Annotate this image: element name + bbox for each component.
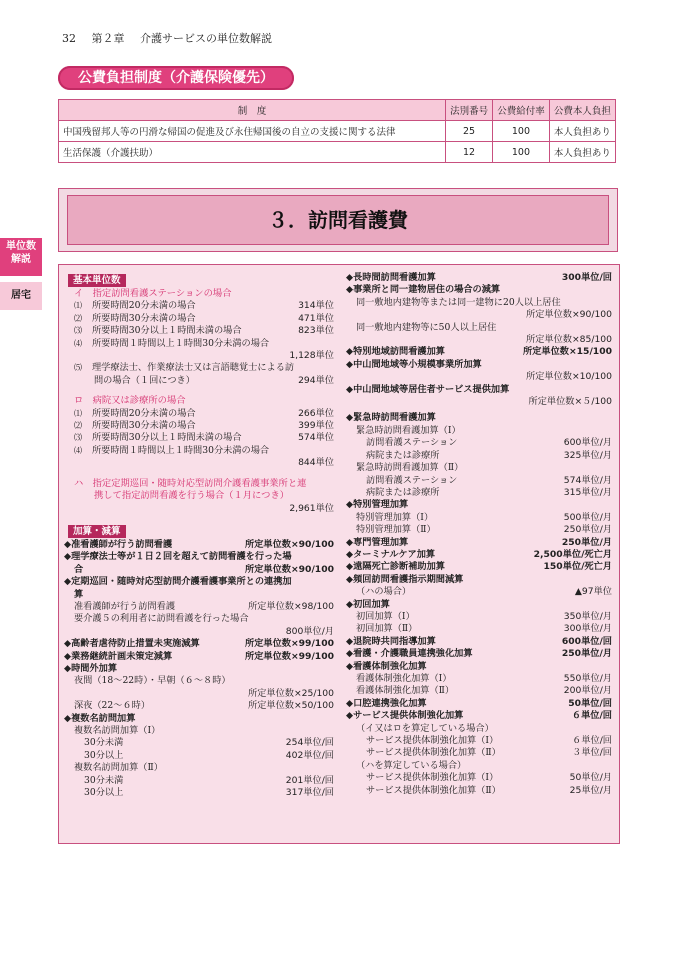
table-cell: 25	[446, 121, 493, 142]
list-item: 問の場合（１回につき） 294単位	[94, 374, 334, 386]
list-item: ⑷ 所要時間１時間以上１時間30分未満の場合	[74, 337, 270, 349]
list-item: ◆中山間地域等居住者サービス提供加算	[346, 383, 510, 395]
list-item: ◆業務継続計画未策定減算 所定単位数×99/100	[64, 650, 334, 662]
list-item-value: 所定単位数×90/100	[526, 309, 612, 321]
section-c-heading-cont: 携して指定訪問看護を行う場合（１月につき）	[94, 490, 290, 502]
column-header: 公費本人負担	[549, 100, 615, 121]
list-item: 複数名訪問加算（Ⅰ）	[74, 725, 161, 736]
list-item: ◆遠隔死亡診断補助加算 150単位/死亡月	[346, 561, 612, 573]
table-header-row	[59, 100, 616, 121]
list-item-value: 800単位/月	[285, 625, 334, 637]
table-cell: 本人負担あり	[549, 121, 615, 142]
list-item: 同一敷地内建物等に50人以上居住	[356, 321, 497, 333]
list-item: ◆サービス提供体制強化加算 ６単位/回	[346, 710, 612, 722]
list-item: ◆中山間地域等小規模事業所加算	[346, 358, 482, 370]
list-item: ◆緊急時訪問看護加算	[346, 412, 436, 424]
list-item-value: 所定単位数×10/100	[526, 371, 612, 383]
list-item-value: 844単位	[298, 457, 334, 469]
list-item: サービス提供体制強化加算（Ⅰ） 50単位/月	[366, 772, 612, 784]
list-item: ⑵ 所要時間30分未満の場合 471単位	[74, 312, 334, 324]
list-item: ⑵ 所要時間30分未満の場合 399単位	[74, 420, 334, 432]
list-item: 訪問看護ステーション 574単位/月	[366, 474, 612, 486]
list-item: 初回加算（Ⅰ） 350単位/月	[356, 610, 612, 622]
list-item: 合 所定単位数×90/100	[74, 563, 334, 575]
list-item: 要介護５の利用者に訪問看護を行った場合	[74, 613, 249, 625]
public-burden-table	[58, 99, 616, 163]
basic-units-badge: 基本単位数	[68, 274, 126, 287]
list-item: ◆時間外加算	[64, 662, 118, 674]
list-item: ◆高齢者虐待防止措置未実施減算 所定単位数×99/100	[64, 638, 334, 650]
list-item: ⑶ 所要時間30分以上１時間未満の場合 823単位	[74, 325, 334, 337]
list-item: 看護体制強化加算（Ⅱ） 200単位/月	[356, 685, 612, 697]
list-item: ⑴ 所要時間20分未満の場合 314単位	[74, 300, 334, 312]
list-item: （ハの場合） ▲97単位	[356, 586, 612, 598]
table-row	[59, 121, 616, 142]
table-cell: 中国残留邦人等の円滑な帰国の促進及び永住帰国後の自立の支援に関する法律	[59, 121, 446, 142]
list-item: サービス提供体制強化加算（Ⅱ） ３単位/回	[366, 747, 612, 759]
side-tab-home[interactable]: 居宅	[0, 282, 42, 310]
list-item: ◆看護体制強化加算	[346, 660, 427, 672]
list-item-value: 所定単位数×25/100	[248, 687, 334, 699]
list-item: ◆複数名訪問加算	[64, 712, 136, 724]
list-item: 夜間（18〜22時）・早朝（６〜８時）	[74, 675, 231, 687]
table-row	[59, 142, 616, 163]
list-item: 30分未満 254単位/回	[84, 737, 334, 749]
left-column	[64, 272, 334, 799]
column-header: 制 度	[59, 100, 446, 121]
list-item: 病院または診療所 325単位/月	[366, 449, 612, 461]
list-item: 複数名訪問加算（Ⅱ）	[74, 762, 163, 774]
list-item: （イ又はロを算定している場合）	[356, 722, 494, 734]
list-item: ◆口腔連携強化加算 50単位/回	[346, 697, 612, 709]
list-item: ◆専門管理加算 250単位/月	[346, 536, 612, 548]
list-item: 同一敷地内建物等または同一建物に20人以上居住	[356, 296, 561, 308]
list-item: ◆理学療法士等が１日２回を超えて訪問看護を行った場	[64, 551, 292, 563]
list-item: ⑷ 所要時間１時間以上１時間30分未満の場合	[74, 444, 270, 456]
list-item: ⑴ 所要時間20分未満の場合 266単位	[74, 407, 334, 419]
list-item: 特別管理加算（Ⅰ） 500単位/月	[356, 511, 612, 523]
list-item-value: 所定単位数×５/100	[528, 396, 612, 408]
list-item: 病院または診療所 315単位/月	[366, 486, 612, 498]
section-c-heading: ハ 指定定期巡回・随時対応型訪問介護看護事業所と連	[74, 477, 307, 489]
list-item: 特別管理加算（Ⅱ） 250単位/月	[356, 524, 612, 536]
list-item: ◆特別地域訪問看護加算 所定単位数×15/100	[346, 346, 612, 358]
list-item-value: 1,128単位	[289, 350, 334, 362]
list-item: 緊急時訪問看護加算（Ⅰ）	[356, 424, 461, 436]
table-cell: 100	[493, 121, 550, 142]
list-item-value: 2,961単位	[289, 502, 334, 514]
list-item: ◆長時間訪問看護加算 300単位/回	[346, 272, 612, 283]
list-item: サービス提供体制強化加算（Ⅰ） ６単位/回	[366, 735, 612, 747]
table-cell: 生活保護（介護扶助）	[59, 142, 446, 163]
list-item: 訪問看護ステーション 600単位/月	[366, 437, 612, 449]
list-item: ⑶ 所要時間30分以上１時間未満の場合 574単位	[74, 432, 334, 444]
list-item: ◆頻回訪問看護指示期間減算	[346, 573, 464, 585]
table-cell: 100	[493, 142, 550, 163]
public-burden-title: 公費負担制度（介護保険優先）	[58, 66, 294, 90]
chapter-label: 第２章	[91, 32, 125, 45]
column-header: 法別番号	[446, 100, 493, 121]
additions-badge: 加算・減算	[68, 525, 126, 538]
list-item: ◆看護・介護職員連携強化加算 250単位/月	[346, 648, 612, 660]
list-item: ◆退院時共同指導加算 600単位/回	[346, 635, 612, 647]
list-item-value: 所定単位数×85/100	[526, 334, 612, 346]
side-tab-unit-explanation[interactable]: 単位数 解説	[0, 238, 42, 276]
list-item: 算	[74, 588, 84, 600]
page-header	[62, 30, 284, 46]
list-item: 初回加算（Ⅱ） 300単位/月	[356, 623, 612, 635]
section-b-heading: ロ 病院又は診療所の場合	[74, 395, 186, 407]
list-item: 緊急時訪問看護加算（Ⅱ）	[356, 462, 464, 474]
list-item: ◆准看護師が行う訪問看護 所定単位数×90/100	[64, 538, 334, 550]
list-item: ◆ターミナルケア加算 2,500単位/死亡月	[346, 548, 612, 560]
list-item: ⑸ 理学療法士、作業療法士又は言語聴覚士による訪	[74, 362, 295, 374]
list-item: 准看護師が行う訪問看護 所定単位数×98/100	[74, 600, 334, 612]
right-column	[346, 272, 612, 797]
list-item: 30分以上 402単位/回	[84, 749, 334, 761]
section-title: ３．訪問看護費	[67, 195, 609, 245]
page-number: 32	[62, 32, 76, 45]
list-item: ◆事業所と同一建物居住の場合の減算	[346, 284, 501, 296]
list-item: 看護体制強化加算（Ⅰ） 550単位/月	[356, 673, 612, 684]
chapter-title: 介護サービスの単位数解説	[140, 32, 272, 45]
table-cell: 12	[446, 142, 493, 163]
list-item: サービス提供体制強化加算（Ⅱ） 25単位/月	[366, 784, 612, 796]
list-item: 30分以上 317単位/回	[84, 787, 334, 799]
list-item: ◆定期巡回・随時対応型訪問介護看護事業所との連携加	[64, 576, 292, 588]
column-header: 公費給付率	[493, 100, 550, 121]
list-item: ◆初回加算	[346, 598, 390, 610]
section-title-box	[58, 188, 618, 252]
section-a-heading: イ 指定訪問看護ステーションの場合	[74, 288, 232, 299]
list-item: ◆特別管理加算	[346, 499, 409, 511]
list-item: 深夜（22〜６時） 所定単位数×50/100	[74, 700, 334, 712]
table-cell: 本人負担あり	[549, 142, 615, 163]
list-item: （ハを算定している場合）	[356, 759, 467, 771]
list-item: 30分未満 201単位/回	[84, 774, 334, 786]
